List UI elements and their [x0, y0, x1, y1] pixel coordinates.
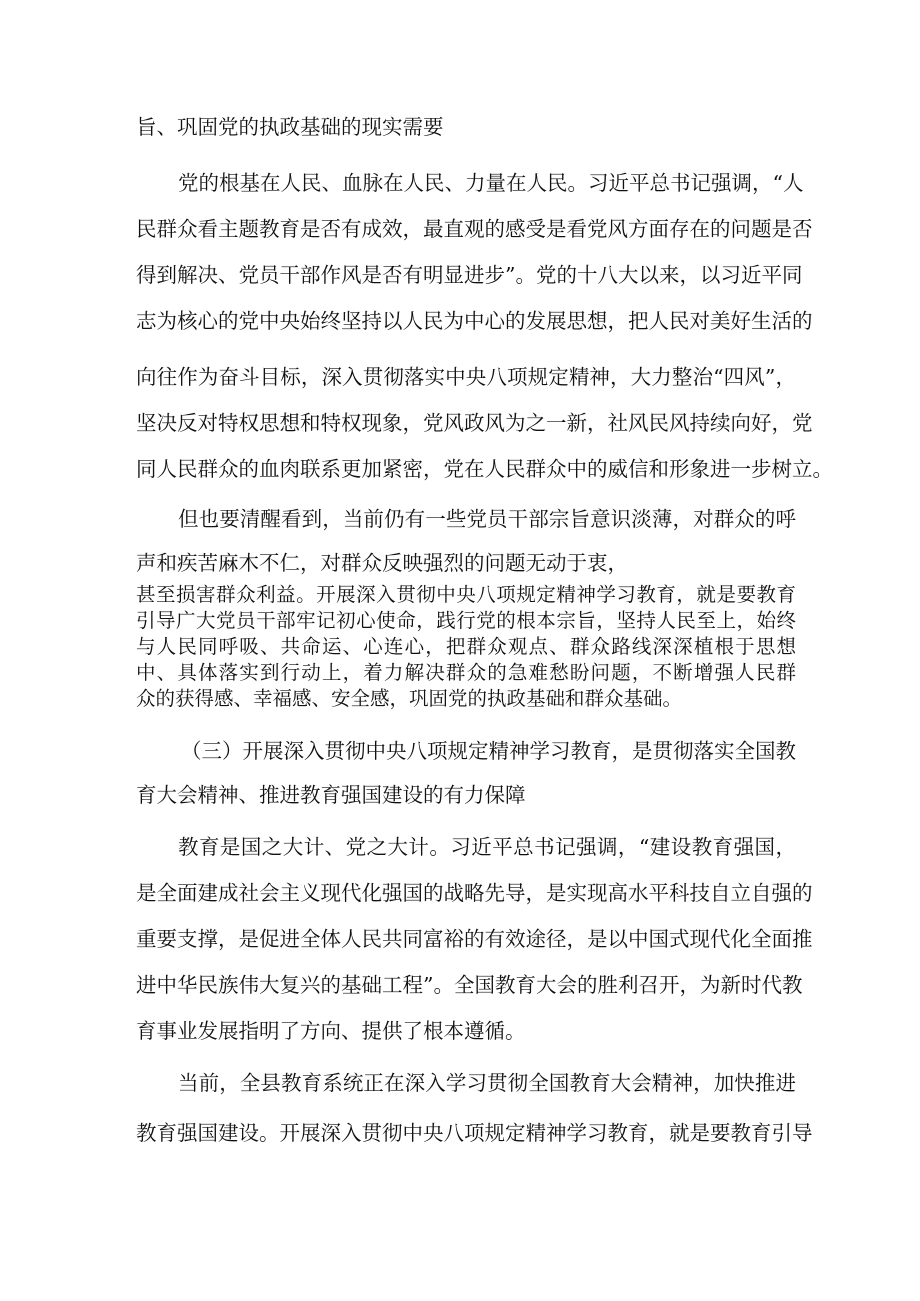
paragraph-line: 进中华民族伟大复兴的基础工程”。全国教育大会的胜利召开，为新时代教: [136, 973, 803, 997]
paragraph-line: 党的根基在人民、血脉在人民、力量在人民。习近平总书记强调，“人: [178, 171, 804, 195]
paragraph-line: 是全面建成社会主义现代化强国的战略先导，是实现高水平科技自立自强的: [136, 881, 813, 905]
paragraph-line: 当前，全县教育系统正在深入学习贯彻全国教育大会精神，加快推进: [178, 1071, 796, 1095]
paragraph-line: 得到解决、党员干部作风是否有明显进步”。党的十八大以来，以习近平同: [136, 263, 803, 287]
paragraph-line: 向往作为奋斗目标，深入贯彻落实中央八项规定精神，大力整治“四风”，: [136, 365, 796, 389]
section-heading: 育大会精神、推进教育强国建设的有力保障: [136, 783, 526, 807]
paragraph-line: 与人民同呼吸、共命运、心连心，把群众观点、群众路线深深植根于思想: [136, 635, 796, 658]
paragraph-line: 育事业发展指明了方向、提供了根本遵循。: [136, 1019, 526, 1043]
paragraph-line: 中、具体落实到行动上，着力解决群众的急难愁盼问题，不断增强人民群: [136, 661, 796, 684]
paragraph-line: 民群众看主题教育是否有成效，最直观的感受是看党风方面存在的问题是否: [136, 217, 813, 241]
paragraph-line: 重要支撑，是促进全体人民共同富裕的有效途径，是以中国式现代化全面推: [136, 927, 813, 951]
paragraph-line: 声和疾苦麻木不仁，对群众反映强烈的问题无动于衷，: [136, 551, 628, 575]
paragraph-line: 引导广大党员干部牢记初心使命，践行党的根本宗旨，坚持人民至上，始终: [136, 609, 796, 632]
paragraph-line: 同人民群众的血肉联系更加紧密，党在人民群众中的威信和形象进一步树立。: [136, 457, 833, 481]
paragraph-line: 志为核心的党中央始终坚持以人民为中心的发展思想，把人民对美好生活的: [136, 309, 813, 333]
paragraph-line: 甚至损害群众利益。开展深入贯彻中央八项规定精神学习教育，就是要教育: [136, 583, 796, 606]
paragraph-line: 教育是国之大计、党之大计。习近平总书记强调，“建设教育强国，: [178, 835, 796, 859]
paragraph-line: 教育强国建设。开展深入贯彻中央八项规定精神学习教育，就是要教育引导: [136, 1121, 813, 1145]
paragraph-line: 众的获得感、幸福感、安全感，巩固党的执政基础和群众基础。: [136, 687, 683, 710]
section-heading: （三）开展深入贯彻中央八项规定精神学习教育，是贯彻落实全国教: [181, 739, 796, 763]
paragraph-line: 坚决反对特权思想和特权现象，党风政风为之一新，社风民风持续向好，党: [136, 411, 813, 435]
paragraph-line: 但也要清醒看到，当前仍有一些党员干部宗旨意识淡薄，对群众的呼: [178, 507, 796, 531]
heading-continuation: 旨、巩固党的执政基础的现实需要: [136, 115, 444, 139]
